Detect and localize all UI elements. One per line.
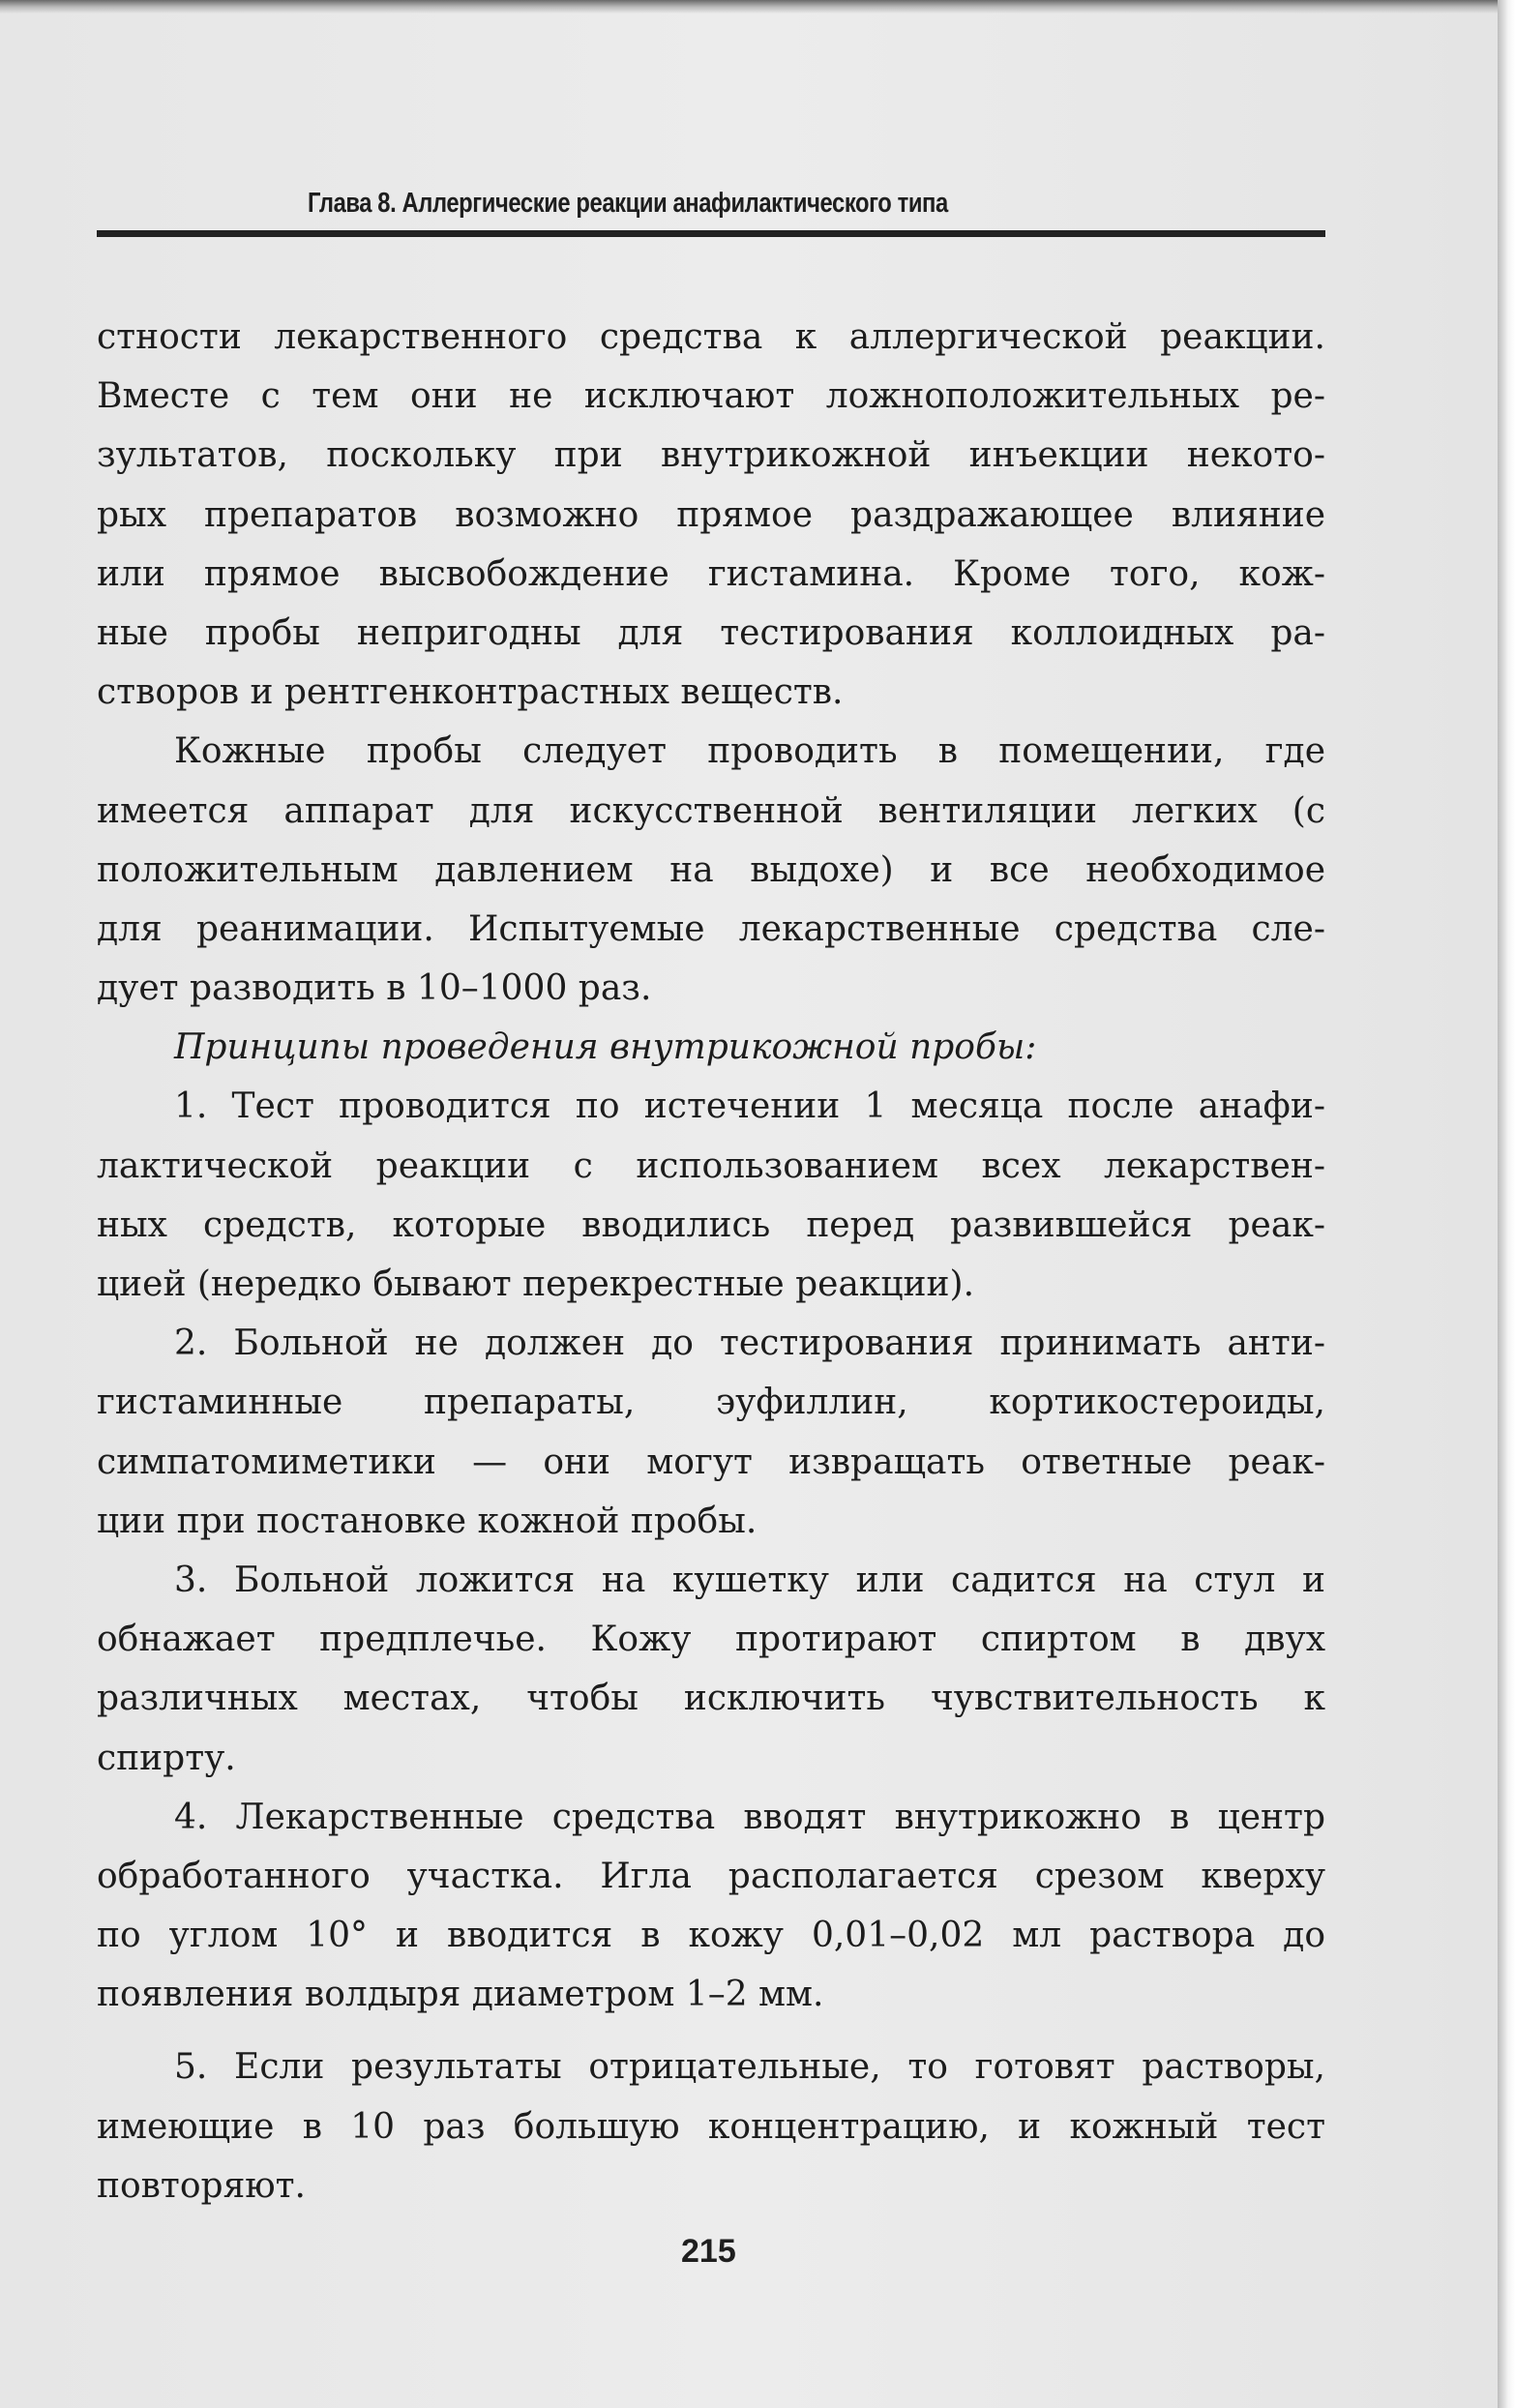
paragraph-gap [97,2024,1325,2037]
list-item-line: гистаминные препараты, эуфиллин, кортикостероиды, [97,1382,1325,1423]
list-item-line: 3. Больной ложится на кушетку или садится на стул и [174,1560,1325,1600]
text-line: положительным давлением на выдохе) и все необходимое [97,849,1325,890]
text-line: или прямое высвобождение гистамина. Кроме того, кож- [97,553,1325,594]
list-item-line: ции при постановке кожной пробы. [97,1501,758,1541]
text-line: для реанимации. Испытуемые лекарственные средства сле- [97,908,1325,949]
text-line: дует разводить в 10–1000 раз. [97,968,652,1009]
section-subheading: Принципы проведения внутрикожной пробы: [174,1027,1037,1068]
list-item-line: 4. Лекарственные средства вводят внутрикожно в центр [174,1797,1325,1837]
list-item-line: 1. Тест проводится по истечении 1 месяца после анафи- [174,1086,1325,1127]
list-item-line: спирту. [97,1738,236,1778]
text-line: стности лекарственного средства к аллергической реакции. [97,317,1325,357]
page-number: 215 [681,2233,736,2270]
text-line: имеется аппарат для искусственной вентиляции легких (с [97,790,1325,831]
list-item-line: обнажает предплечье. Кожу протирают спиртом в двух [97,1620,1325,1660]
list-item-line: ных средств, которые вводились перед развившейся реак- [97,1204,1325,1245]
list-item-line: лактической реакции с использованием всех лекарствен- [97,1145,1325,1186]
text-line: зультатов, поскольку при внутрикожной инъекции некото- [97,435,1325,476]
text-line: створов и рентгенконтрастных веществ. [97,672,844,713]
list-item-line: симпатомиметики — они могут извращать ответные реак- [97,1442,1325,1482]
page-edge [1498,0,1515,2408]
list-item-line: 2. Больной не должен до тестирования принимать анти- [174,1323,1325,1364]
list-item-line: по углом 10° и вводится в кожу 0,01–0,02 мл раствора до [97,1916,1325,1956]
list-item-line: цией (нередко бывают перекрестные реакции). [97,1264,975,1304]
running-head [97,186,1325,237]
running-head-title: Глава 8. Аллергические реакции анафилактического типа [308,188,948,219]
text-line: Кожные пробы следует проводить в помещении, где [174,731,1325,772]
list-item-line: имеющие в 10 раз большую концентрацию, и кожный тест [97,2106,1325,2147]
list-item-line: различных местах, чтобы исключить чувствительность к [97,1679,1325,1719]
list-item-line: повторяют. [97,2165,306,2206]
list-item-line: появления волдыря диаметром 1–2 мм. [97,1975,824,2015]
text-line: рых препаратов возможно прямое раздражающее влияние [97,494,1325,535]
list-item-line: 5. Если результаты отрицательные, то готовят растворы, [174,2047,1325,2088]
list-item-line: обработанного участка. Игла располагается срезом кверху [97,1856,1325,1896]
text-line: ные пробы непригодны для тестирования коллоидных ра- [97,612,1325,653]
body-text [97,308,1325,2215]
scan-top-shadow [0,0,1498,14]
text-line: Вместе с тем они не исключают ложноположительных ре- [97,376,1325,417]
